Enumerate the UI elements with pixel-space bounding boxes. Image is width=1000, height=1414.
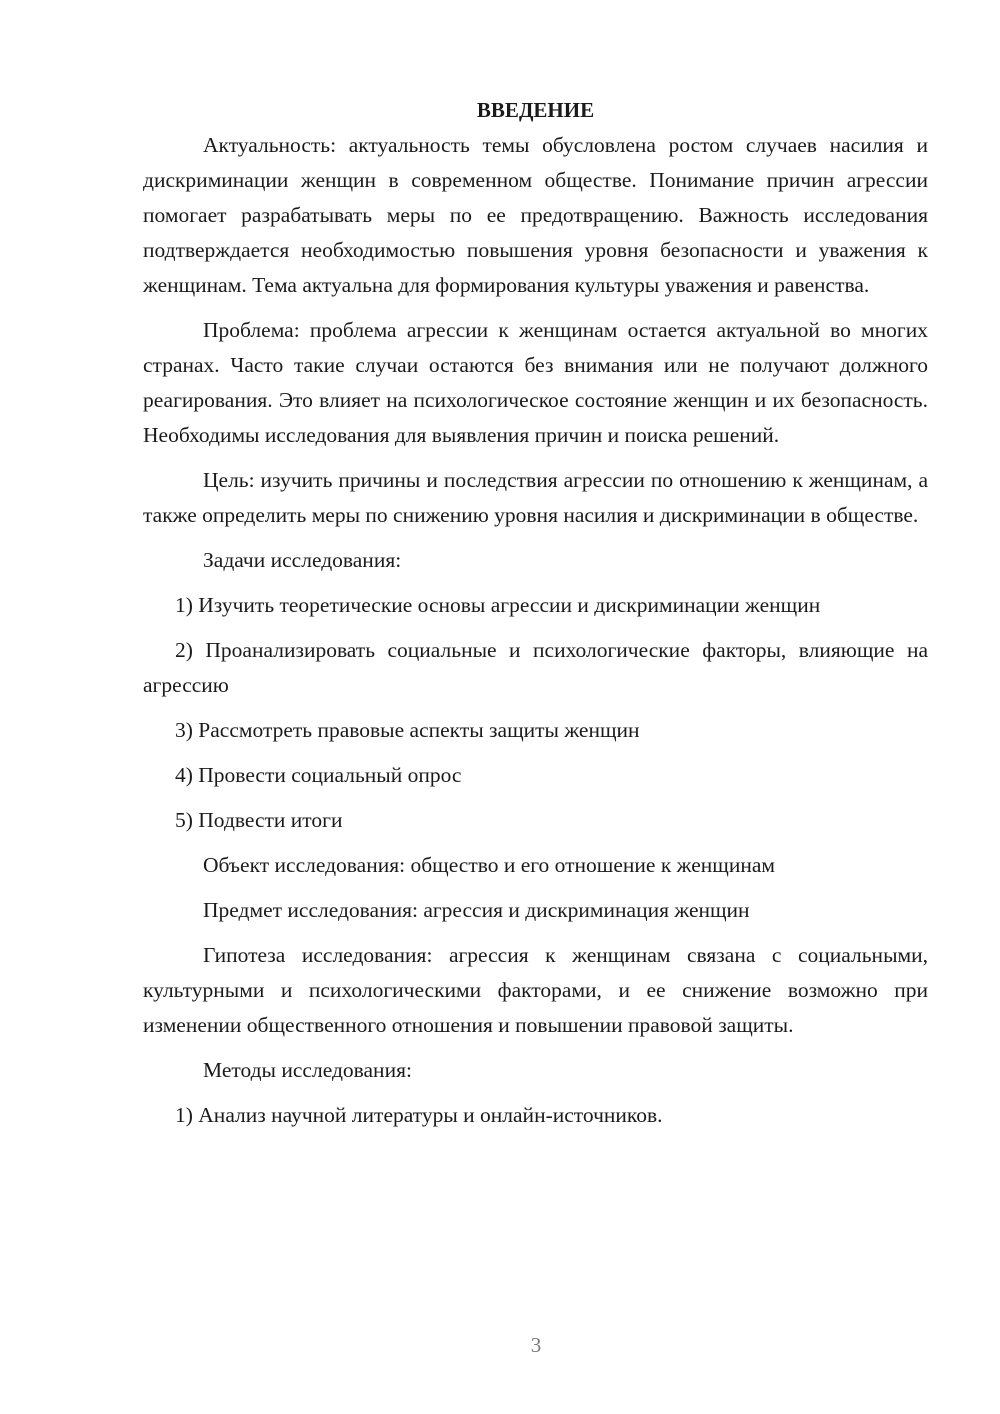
subject-paragraph: Предмет исследования: агрессия и дискриминация женщин: [203, 898, 750, 922]
document-page: [143, 92, 928, 1143]
problem-paragraph: Проблема: проблема агрессии к женщинам остается актуальной во многих странах. Часто такие случаи остаются без внимания или не получают должного реагирования. Это влияет на психологическое состояние женщин и их безопасность. Необходимы исследования для выявления причин и поиска решений.: [143, 318, 928, 447]
tasks-heading: Задачи исследования:: [203, 548, 402, 572]
page-title: ВВЕДЕНИЕ: [476, 98, 595, 122]
hypothesis-paragraph: Гипотеза исследования: агрессия к женщинам связана с социальными, культурными и психологическими факторами, и ее снижение возможно при изменении общественного отношения и повышении правовой защиты.: [143, 943, 928, 1037]
task-item: 2) Проанализировать социальные и психологические факторы, влияющие на агрессию: [143, 638, 928, 697]
methods-heading: Методы исследования:: [203, 1058, 412, 1082]
task-item: 1) Изучить теоретические основы агрессии и дискриминации женщин: [175, 593, 821, 617]
relevance-paragraph: Актуальность: актуальность темы обусловлена ростом случаев насилия и дискриминации женщин в современном обществе. Понимание причин агрессии помогает разрабатывать меры по ее предотвращению. Важность исследования подтверждается необходимостью повышения уровня безопасности и уважения к женщинам. Тема актуальна для формирования культуры уважения и равенства.: [143, 133, 928, 297]
object-paragraph: Объект исследования: общество и его отношение к женщинам: [203, 853, 775, 877]
task-item: 3) Рассмотреть правовые аспекты защиты женщин: [175, 718, 640, 742]
page-number: 3: [530, 1333, 542, 1357]
task-item: 4) Провести социальный опрос: [175, 763, 462, 787]
method-item: 1) Анализ научной литературы и онлайн-источников.: [175, 1103, 663, 1127]
task-item: 5) Подвести итоги: [175, 808, 343, 832]
goal-paragraph: Цель: изучить причины и последствия агрессии по отношению к женщинам, а также определить меры по снижению уровня насилия и дискриминации в обществе.: [143, 468, 928, 527]
